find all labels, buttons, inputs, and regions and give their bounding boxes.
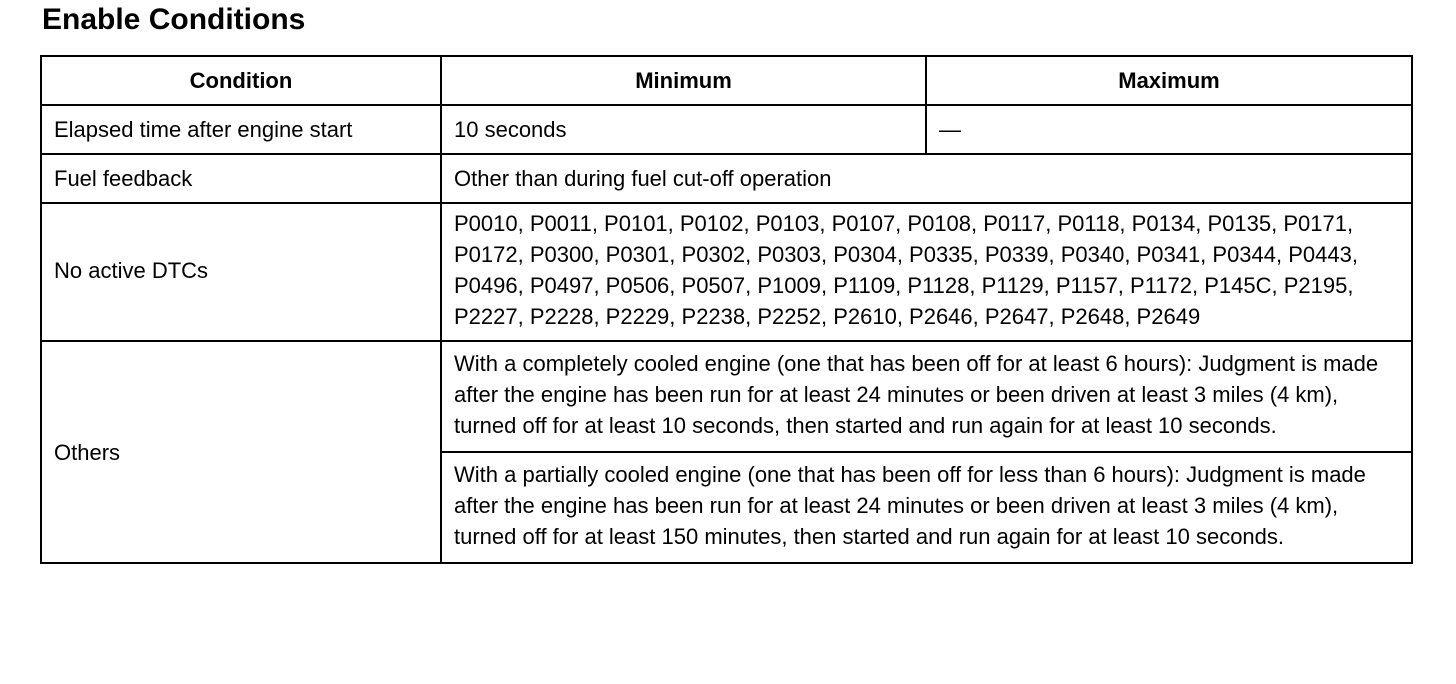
cell-dtc-list: P0010, P0011, P0101, P0102, P0103, P0107, P0108, P0117, P0118, P0134, P0135, P0171, P0172, P0300, P0301, P0302, P0303, P0304, P0335, P0339, P0340, P0341, P0344, P0443, P0496, P0497, P0506, P0507, P1009, P1109, P1128, P1129, P1157, P1172, P145C, P2195, P2227, P2228, P2229, P2238, P2252, P2610, P2646, P2647, P2648, P2649 xyxy=(441,203,1412,341)
header-minimum: Minimum xyxy=(441,56,926,105)
table-header-row xyxy=(41,56,1412,105)
table-row-no-active-dtcs xyxy=(41,203,1412,341)
cell-condition: No active DTCs xyxy=(41,203,441,341)
header-condition: Condition xyxy=(41,56,441,105)
cell-completely-cooled: With a completely cooled engine (one that has been off for at least 6 hours): Judgment is made after the engine has been run for at least 24 minutes or been driven at least 3 miles (4 km), turned off for at least 10 seconds, then started and run again for at least 10 seconds. xyxy=(441,341,1412,452)
cell-maximum-value: — xyxy=(939,117,961,142)
cell-partially-cooled: With a partially cooled engine (one that has been off for less than 6 hours): Judgment is made after the engine has been run for at least 24 minutes or been driven at least 3 miles (4 km), turned off for at least 150 minutes, then started and run again for at least 10 seconds. xyxy=(441,452,1412,563)
header-maximum: Maximum xyxy=(926,56,1412,105)
table-row-fuel-feedback xyxy=(41,154,1412,203)
cell-condition: Elapsed time after engine start xyxy=(41,105,441,154)
cell-maximum xyxy=(926,105,1412,154)
cell-value: Other than during fuel cut-off operation xyxy=(441,154,1412,203)
cell-minimum: 10 seconds xyxy=(441,105,926,154)
cell-condition: Others xyxy=(41,341,441,563)
table-row-elapsed-time xyxy=(41,105,1412,154)
cell-condition: Fuel feedback xyxy=(41,154,441,203)
table-row-others-completely-cooled xyxy=(41,341,1412,452)
page-title: Enable Conditions xyxy=(42,3,306,36)
enable-conditions-table xyxy=(40,55,1413,564)
